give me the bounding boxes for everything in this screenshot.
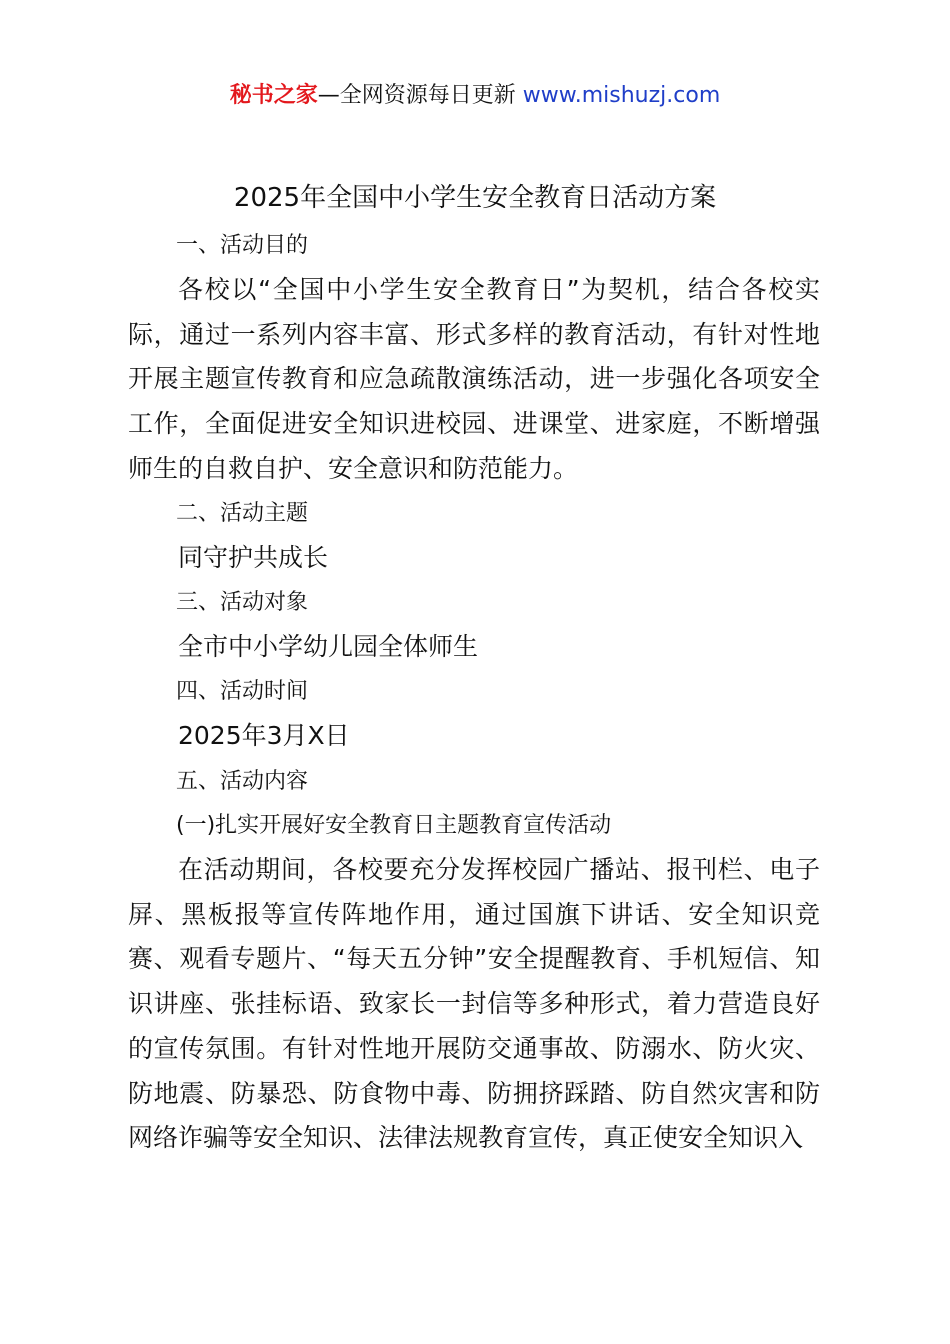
section-body-theme: 同守护共成长 bbox=[178, 543, 329, 572]
section-heading-audience: 三、活动对象 bbox=[176, 590, 309, 615]
section-heading-time: 四、活动时间 bbox=[176, 679, 309, 704]
subsection-body-publicity: 在活动期间，各校要充分发挥校园广播站、报刊栏、电子屏、黑板报等宣传阵地作用，通过国旗下讲话、安全知识竞赛、观看专题片、“每天五分钟”安全提醒教育、手机短信、知识讲座、张挂标语、致家长一封信等多种形式，着力营造良好的宣传氛围。有针对性地开展防交通事故、防溺水、防火灾、防地震、防暴恐、防食物中毒、防拥挤踩踏、防自然灾害和防网络诈骗等安全知识、法律法规教育宣传，真正使安全知识入 bbox=[128, 855, 820, 1153]
site-url[interactable]: www.mishuzj.com bbox=[522, 83, 721, 108]
subsection-heading-publicity: (一)扎实开展好安全教育日主题教育宣传活动 bbox=[176, 813, 612, 838]
section-heading-purpose: 一、活动目的 bbox=[176, 233, 309, 258]
section-body-time: 2025年3月X日 bbox=[178, 721, 350, 750]
section-body-purpose: 各校以“全国中小学生安全教育日”为契机，结合各校实际，通过一系列内容丰富、形式多样的教育活动，有针对性地开展主题宣传教育和应急疏散演练活动，进一步强化各项安全工作，全面促进安全知识进校园、进课堂、进家庭，不断增强师生的自救自护、安全意识和防范能力。 bbox=[128, 275, 820, 483]
section-heading-content: 五、活动内容 bbox=[176, 769, 309, 794]
site-header bbox=[0, 80, 950, 112]
section-heading-theme: 二、活动主题 bbox=[176, 501, 309, 526]
section-body-audience: 全市中小学幼儿园全体师生 bbox=[178, 632, 479, 661]
document-title: 2025年全国中小学生安全教育日活动方案 bbox=[233, 183, 717, 213]
brand-name: 秘书之家 bbox=[229, 83, 318, 108]
header-tagline: —全网资源每日更新 bbox=[317, 83, 523, 108]
